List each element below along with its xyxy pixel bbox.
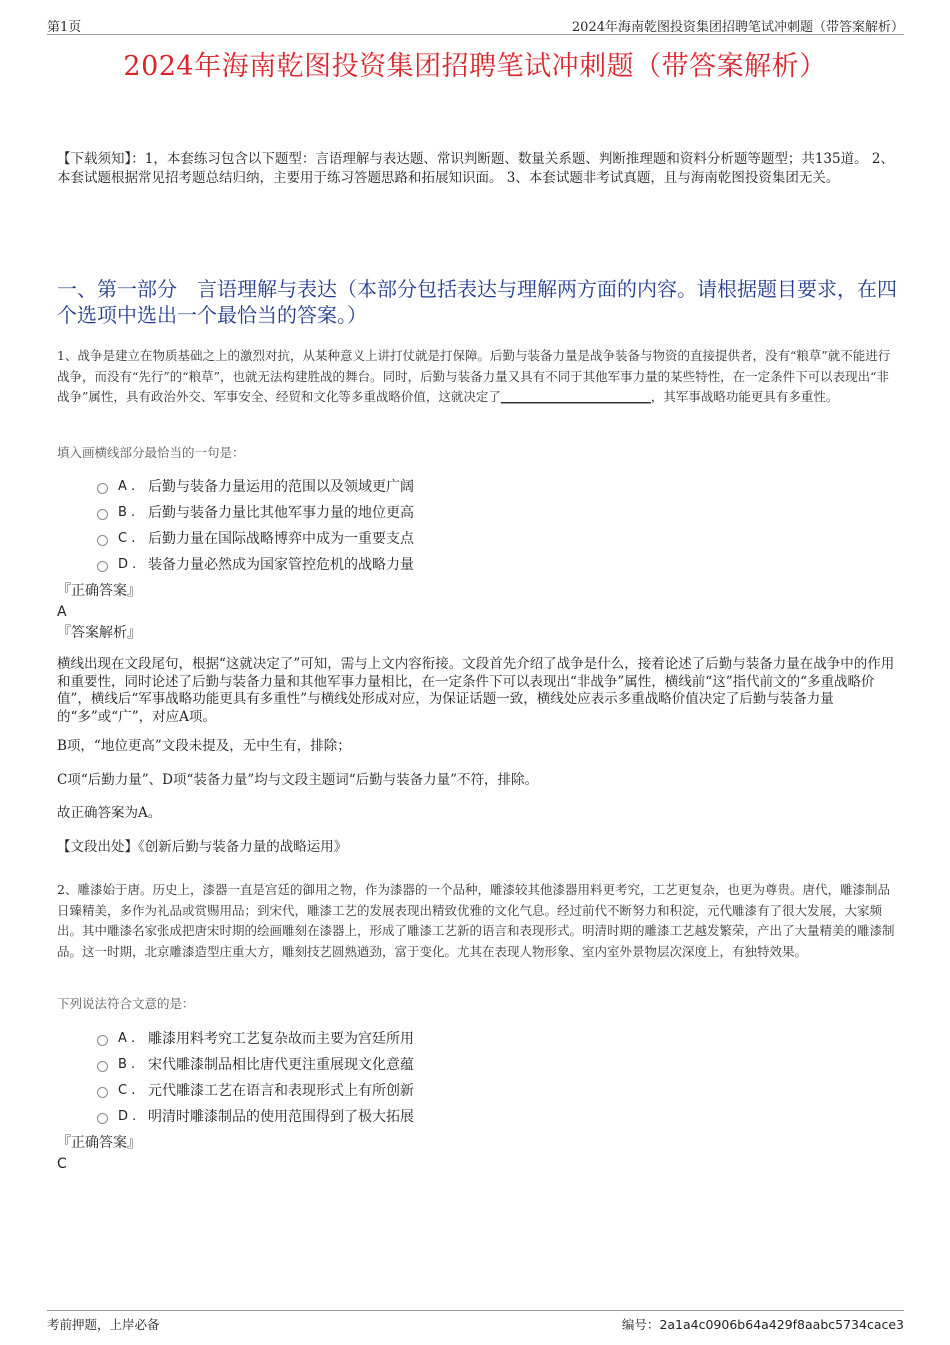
q2-option-c[interactable]: C . 元代雕漆工艺在语言和表现形式上有所创新 — [97, 1077, 414, 1103]
q1-option-a[interactable]: A . 后勤与装备力量运用的范围以及领域更广阔 — [97, 473, 414, 499]
radio-icon[interactable] — [97, 483, 108, 494]
q1-prompt: 填入画横线部分最恰当的一句是： — [57, 445, 245, 460]
q1-answer-label: 『正确答案』 — [57, 583, 141, 599]
download-notice: 【下载须知】：1，本套练习包含以下题型：言语理解与表达题、常识判断题、数量关系题、判断推理题和资料分析题等题型；共135道。 2、本套试题根据常见招考题总结归纳，主要用于练习答题思路和拓展知识面。 3、本套试题非考试真题，且与海南乾图投资集团无关。 — [57, 151, 894, 186]
q1-analysis-para-1: 横线出现在文段尾句，根据“这就决定了”可知，需与上文内容衔接。文段首先介绍了战争是什么，接着论述了后勤与装备力量在战争中的作用和重要性，同时论述了后勤与装备力量和其他军事力量相比，在一定条件下可以表现出“非战争”属性，横线前“这”指代前文的“多重战略价值”，横线后“军事战略功能更具有多重性”与横线处形成对应，为保证话题一致，横线处应表示多重战略价值决定了后勤与装备力量的“多”或“广”，对应A项。 — [57, 656, 895, 725]
radio-icon[interactable] — [97, 1061, 108, 1072]
q1-option-c[interactable]: C . 后勤力量在国际战略博弈中成为一重要支点 — [97, 525, 414, 551]
q1-option-b[interactable]: B . 后勤与装备力量比其他军事力量的地位更高 — [97, 499, 414, 525]
radio-icon[interactable] — [97, 1113, 108, 1124]
radio-icon[interactable] — [97, 1087, 108, 1098]
question-1-stem — [57, 346, 897, 408]
q2-answer: C — [57, 1156, 67, 1172]
q1-blank: ________________________ — [500, 389, 651, 404]
radio-icon[interactable] — [97, 1035, 108, 1046]
q1-stem-before: 1、战争是建立在物质基础之上的激烈对抗，从某种意义上讲打仗就是打保障。后勤与装备力量是战争装备与物资的直接提供者，没有“粮草”就不能进行战争，而没有“先行”的“粮草”，也就无法构建胜战的舞台。同时，后勤与装备力量又具有不同于其他军事力量的某些特性，在一定条件下可以表现出“非战争”属性，具有政治外交、军事安全、经贸和文化等多重战略价值，这就决定了 — [57, 348, 891, 404]
q1-options — [97, 473, 414, 577]
question-2-stem: 2、雕漆始于唐。历史上，漆器一直是宫廷的御用之物，作为漆器的一个品种，雕漆较其他漆器用料更考究，工艺更复杂，也更为尊贵。唐代，雕漆制品日臻精美，多作为礼品或赏赐用品；到宋代，雕漆工艺的发展表现出精致优雅的文化气息。经过前代不断努力和积淀，元代雕漆有了很大发展，大家频出。其中雕漆名家张成把唐宋时期的绘画雕刻在漆器上，形成了雕漆工艺新的语言和表现形式。明清时期的雕漆工艺越发繁荣，产出了大量精美的雕漆制品。这一时期，北京雕漆造型庄重大方，雕刻技艺圆熟遒劲，富于变化。尤其在表现人物形象、室内室外景物层次深度上，有独特效果。 — [57, 882, 895, 959]
q2-options — [97, 1025, 414, 1129]
page-number: 第1页 — [47, 20, 82, 35]
q2-option-d[interactable]: D . 明清时雕漆制品的使用范围得到了极大拓展 — [97, 1103, 414, 1129]
q2-option-b[interactable]: B . 宋代雕漆制品相比唐代更注重展现文化意蕴 — [97, 1051, 414, 1077]
q2-answer-label: 『正确答案』 — [57, 1135, 141, 1151]
page-header — [47, 14, 904, 35]
page-footer — [47, 1310, 904, 1332]
document-title: 2024年海南乾图投资集团招聘笔试冲刺题（带答案解析） — [123, 51, 827, 82]
q1-analysis — [57, 656, 897, 856]
radio-icon[interactable] — [97, 535, 108, 546]
radio-icon[interactable] — [97, 509, 108, 520]
q1-analysis-para-2: B项，“地位更高”文段未提及，无中生有，排除； — [57, 738, 351, 754]
q2-prompt: 下列说法符合文意的是： — [57, 996, 195, 1011]
radio-icon[interactable] — [97, 561, 108, 572]
q2-option-a[interactable]: A . 雕漆用料考究工艺复杂故而主要为宫廷所用 — [97, 1025, 414, 1051]
header-doc-title: 2024年海南乾图投资集团招聘笔试冲刺题（带答案解析） — [571, 20, 904, 35]
section-title: 一、第一部分 言语理解与表达（本部分包括表达与理解两方面的内容。请根据题目要求，在四个选项中选出一个最恰当的答案。） — [57, 277, 897, 327]
q1-option-d[interactable]: D . 装备力量必然成为国家管控危机的战略力量 — [97, 551, 414, 577]
q1-source: 【文段出处】《创新后勤与装备力量的战略运用》 — [57, 838, 348, 855]
q1-analysis-para-3: C项“后勤力量”、D项“装备力量”均与文段主题词“后勤与装备力量”不符，排除。 — [57, 771, 539, 788]
q1-stem-after: ，其军事战略功能更具有多重性。 — [650, 389, 839, 404]
q1-analysis-label: 『答案解析』 — [57, 625, 141, 641]
footer-slogan: 考前押题，上岸必备 — [47, 1317, 160, 1332]
footer-code: 编号：2a1a4c0906b64a429f8aabc5734cace3 — [621, 1317, 904, 1332]
q1-answer: A — [57, 604, 67, 620]
q1-analysis-para-4: 故正确答案为A。 — [57, 805, 162, 821]
